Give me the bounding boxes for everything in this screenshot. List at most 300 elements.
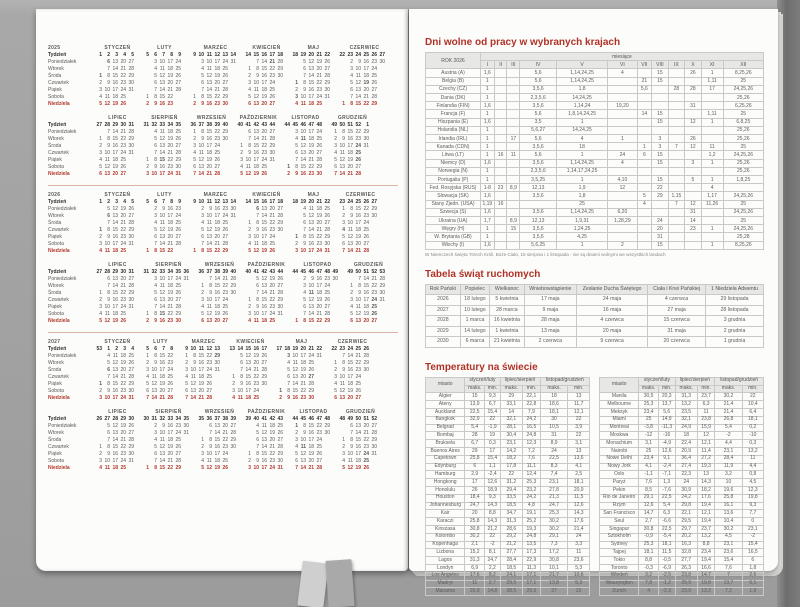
day-number: 16	[261, 227, 267, 233]
day-number	[243, 430, 251, 437]
holiday-dates	[685, 241, 701, 249]
day-number: 28	[363, 353, 369, 359]
day-number: 7	[107, 129, 110, 135]
temp-value: 22,5	[658, 526, 675, 534]
country-row	[426, 208, 764, 216]
day-number: 27	[222, 234, 228, 240]
spacer	[338, 276, 345, 283]
day-number: 26	[324, 59, 330, 65]
day-number: 29	[230, 437, 236, 443]
day-number: 9	[154, 101, 157, 107]
day-number: 25	[316, 101, 322, 107]
city-row	[426, 588, 590, 596]
spacer	[322, 367, 329, 374]
day-number: 15	[159, 94, 165, 100]
day-number: 25	[277, 423, 283, 429]
day-number	[141, 458, 149, 465]
holiday-dates: 1,14,24,25	[556, 77, 607, 85]
country-row	[426, 192, 764, 200]
day-number: 2	[350, 59, 353, 65]
city-col-header: miasto	[600, 377, 639, 393]
week-number: 9	[178, 52, 181, 58]
week-number: 1	[366, 122, 369, 128]
day-number: 19	[120, 206, 126, 212]
temp-value: 5,3	[568, 565, 590, 573]
day-number	[141, 59, 149, 66]
day-number	[243, 444, 251, 451]
temp-value: 36,4	[675, 455, 697, 463]
day-number: 29	[128, 227, 134, 233]
day-number: 15	[214, 283, 220, 289]
day-number: 18	[112, 311, 118, 317]
day-number: 28	[277, 213, 283, 219]
day-number: 27	[128, 367, 134, 373]
month-name: LIPIEC	[108, 115, 127, 121]
day-number: 7	[248, 136, 251, 142]
country-row	[426, 176, 764, 184]
spacer	[330, 206, 337, 213]
day-number: 25	[324, 290, 330, 296]
day-number: 13	[206, 234, 212, 240]
day-number: 20	[214, 234, 220, 240]
spacer	[236, 101, 243, 108]
week-number: 30	[128, 416, 134, 422]
holiday-dates: 1,2	[701, 151, 723, 159]
day-number: 20	[363, 87, 369, 93]
spacer	[267, 381, 274, 388]
spacer	[330, 234, 337, 241]
temp-value: 21,2	[485, 526, 500, 534]
weekday-label: Poniedziałek	[48, 59, 77, 65]
holiday-dates: 12	[685, 143, 701, 151]
day-number: 4	[334, 381, 337, 387]
temp-value: 17,6	[465, 572, 485, 580]
week-number: 33	[167, 416, 173, 422]
day-number: 12	[261, 430, 267, 436]
spacer	[369, 171, 376, 178]
year-block-2026	[48, 185, 398, 325]
temp-value: 24	[675, 479, 697, 487]
month-col-header: X	[685, 61, 701, 69]
city-name: Paryż	[600, 479, 639, 487]
day-number: 3	[201, 59, 204, 65]
spacer	[330, 458, 337, 465]
day-number: 20	[159, 388, 165, 394]
movable-feasts-title: Tabela świąt ruchomych	[425, 268, 541, 280]
day-number: 18	[269, 423, 275, 429]
holiday-dates: 25	[723, 217, 763, 225]
day-number	[181, 311, 189, 318]
day-number: 18	[300, 360, 306, 366]
holiday-dates: 24,25,26	[723, 192, 763, 200]
day-number	[181, 304, 189, 311]
day-number: 28	[175, 87, 181, 93]
spacer	[134, 199, 141, 206]
holiday-dates	[494, 102, 507, 110]
week-number: 14	[245, 199, 251, 205]
day-number: 14	[214, 430, 220, 436]
country-name: Czechy (CZ)	[426, 85, 481, 93]
temp-value: 18,5	[500, 502, 523, 510]
day-number: 12	[355, 80, 361, 86]
holiday-dates: 1	[480, 85, 494, 93]
temp-value: 11	[697, 409, 714, 417]
holiday-dates: 25	[723, 110, 763, 118]
spacer	[134, 318, 141, 325]
city-name: Karaczi	[426, 518, 465, 526]
day-number: 10	[104, 395, 110, 401]
day-number: 1	[342, 437, 345, 443]
temp-value: 18,6	[540, 401, 568, 409]
temp-value: 14,7	[697, 572, 714, 580]
city-row	[426, 479, 590, 487]
day-number: 2	[248, 458, 251, 464]
week-number: 29	[112, 269, 118, 275]
day-number: 29	[324, 80, 330, 86]
country-name: Niemcy (D)	[426, 159, 481, 167]
day-number: 28	[316, 465, 322, 471]
temp-value: 31,2	[500, 479, 523, 487]
spacer	[322, 122, 329, 129]
day-number: 12	[253, 94, 259, 100]
month-col-header: IX	[668, 61, 684, 69]
temp-value: 12,1	[697, 510, 714, 518]
country-name: Litwa (LT)	[426, 151, 481, 159]
day-number	[267, 164, 275, 171]
spacer	[134, 416, 141, 423]
temp-value: 21,4	[715, 409, 742, 417]
week-number: 21	[308, 346, 314, 352]
day-number	[126, 94, 134, 101]
day-number: 2	[342, 213, 345, 219]
holiday-dates: 1	[701, 118, 723, 126]
day-number: 31	[128, 150, 134, 156]
day-number: 17	[112, 87, 118, 93]
day-number: 9	[209, 444, 212, 450]
temp-value: 29,5	[523, 588, 541, 596]
day-number: 11	[339, 381, 345, 387]
day-number: 10	[159, 276, 165, 282]
day-number: 11	[104, 157, 110, 163]
city-name: Bangkok	[426, 416, 465, 424]
spacer	[134, 395, 141, 402]
day-number: 16	[159, 318, 165, 324]
spacer	[385, 269, 392, 276]
temp-value: 24,2	[523, 494, 541, 502]
day-number: 11	[112, 353, 118, 359]
country-name: Węgry (H)	[426, 225, 481, 233]
feast-col-header: Zesłanie Ducha Świętego	[577, 284, 648, 295]
day-number: 18	[308, 444, 314, 450]
day-number	[228, 297, 236, 304]
month-col-header: I	[480, 61, 494, 69]
temp-value: -6,6	[658, 518, 675, 526]
temp-value: 4,4	[715, 440, 742, 448]
day-number	[141, 290, 149, 297]
day-number: 31	[277, 465, 283, 471]
city-name: Madryt	[426, 580, 465, 588]
week-number: 2	[107, 52, 110, 58]
holiday-dates	[668, 135, 684, 143]
temp-value: 11	[568, 549, 590, 557]
month-col-header: VII	[637, 61, 652, 69]
holiday-dates	[608, 143, 637, 151]
day-number: 16	[112, 297, 118, 303]
day-number: 28	[175, 304, 181, 310]
month-name: MAJ	[295, 339, 308, 345]
week-number: 10	[190, 346, 196, 352]
week-number: 16	[261, 199, 267, 205]
temp-value: 19,6	[715, 487, 742, 495]
day-number	[369, 227, 377, 234]
day-number: 25	[167, 374, 173, 380]
day-number: 30	[277, 304, 283, 310]
week-number: 44	[284, 122, 290, 128]
temp-value: 17,1	[523, 572, 541, 580]
country-name: Kanada (CDN)	[426, 143, 481, 151]
day-number: 27	[269, 129, 275, 135]
spacer	[134, 423, 141, 430]
day-number: 1	[279, 388, 282, 394]
day-number: 24	[261, 157, 267, 163]
year-label: 2026	[48, 192, 61, 198]
day-number: 1	[193, 94, 196, 100]
day-number: 16	[112, 143, 118, 149]
holiday-dates: 1	[556, 241, 607, 249]
day-number: 30	[277, 458, 283, 464]
spacer	[283, 241, 290, 248]
holiday-dates	[701, 233, 723, 241]
temp-value: 11	[465, 580, 485, 588]
day-number: 24	[316, 437, 322, 443]
temp-value: 12	[697, 432, 714, 440]
day-number: 23	[371, 290, 377, 296]
day-number: 28	[128, 129, 134, 135]
temp-value: 18,4	[465, 494, 485, 502]
day-number: 13	[112, 59, 118, 65]
city-row	[426, 432, 590, 440]
day-number	[141, 297, 149, 304]
day-number: 6	[350, 87, 353, 93]
feast-date: 9 czerwca	[577, 337, 648, 348]
temp-value: 16,5	[742, 549, 763, 557]
day-number: 3	[350, 297, 353, 303]
country-name: Francja (F)	[426, 110, 481, 118]
holiday-dates: 24	[652, 217, 668, 225]
week-number: 39	[214, 122, 220, 128]
day-number: 22	[261, 143, 267, 149]
temp-value: 17,6	[697, 494, 714, 502]
day-number	[94, 430, 102, 437]
day-number: 16	[308, 241, 314, 247]
temp-value: 22	[742, 393, 763, 401]
day-number	[181, 318, 189, 325]
temp-value: 14	[500, 409, 523, 417]
spacer	[189, 465, 196, 472]
day-number	[322, 444, 330, 451]
temp-value: 10,4	[742, 401, 763, 409]
spacer	[283, 290, 290, 297]
day-number: 3	[342, 220, 345, 226]
day-number: 20	[120, 213, 126, 219]
spacer	[236, 290, 243, 297]
holiday-dates	[637, 217, 652, 225]
spacer	[134, 248, 141, 255]
day-number: 24	[355, 143, 361, 149]
spacer	[181, 241, 188, 248]
day-number: 5	[303, 297, 306, 303]
day-number: 28	[308, 381, 314, 387]
day-number	[330, 311, 338, 318]
day-number: 27	[324, 304, 330, 310]
temp-value: 26,3	[675, 565, 697, 573]
temp-value: 29,1	[540, 533, 568, 541]
day-number: 8	[342, 129, 345, 135]
day-number: 26	[261, 171, 267, 177]
day-number: 28	[269, 136, 275, 142]
spacer	[189, 297, 196, 304]
day-number	[290, 227, 298, 234]
spacer	[330, 451, 337, 458]
country-row	[426, 233, 764, 241]
day-number: 4	[303, 290, 306, 296]
week-number: 12	[214, 52, 220, 58]
temp-value: 1,3	[658, 479, 675, 487]
spacer	[275, 157, 282, 164]
day-number: 13	[104, 171, 110, 177]
day-number: 19	[167, 73, 173, 79]
feast-date: 21 kwietnia	[490, 337, 524, 348]
spacer	[385, 290, 392, 297]
day-number: 19	[347, 157, 353, 163]
day-number: 21	[269, 290, 275, 296]
weekday-label: Środa	[48, 367, 62, 373]
day-number: 16	[214, 290, 220, 296]
day-number: 23	[355, 136, 361, 142]
temp-value: 22	[485, 416, 500, 424]
holiday-dates: 11	[701, 143, 723, 151]
day-number: 11	[253, 241, 259, 247]
spacer	[275, 143, 282, 150]
day-number: 11	[104, 94, 110, 100]
day-number: 15	[159, 157, 165, 163]
spacer	[220, 388, 227, 395]
week-number: 50	[355, 269, 361, 275]
day-number: 7	[154, 150, 157, 156]
country-name: Portugalia (P)	[426, 176, 481, 184]
holiday-dates: 2,3,5,6	[520, 94, 557, 102]
day-number: 23	[222, 444, 228, 450]
day-number	[290, 66, 298, 73]
day-number: 14	[339, 171, 345, 177]
day-number: 10	[355, 297, 361, 303]
week-number: 23	[339, 346, 345, 352]
feast-date: 1 marca	[460, 316, 489, 327]
weekday-label: Środa	[48, 73, 62, 79]
week-number: 3	[115, 199, 118, 205]
day-number: 11	[104, 248, 110, 254]
holiday-dates	[507, 110, 520, 118]
spacer	[267, 353, 274, 360]
temp-value: 22,5	[465, 409, 485, 417]
day-number: 11	[237, 395, 243, 401]
day-number: 4	[201, 66, 204, 72]
weekday-label: Niedziela	[48, 395, 70, 401]
day-number: 15	[253, 143, 259, 149]
spacer	[322, 381, 329, 388]
city-row	[426, 463, 590, 471]
day-number: 17	[112, 304, 118, 310]
day-number: 30	[371, 213, 377, 219]
week-number: 44	[277, 269, 283, 275]
day-number	[94, 206, 102, 213]
week-number: 40	[230, 269, 236, 275]
week-number: 40	[245, 269, 251, 275]
day-number: 27	[175, 451, 181, 457]
weekday-label: Poniedziałek	[48, 353, 77, 359]
day-number: 17	[167, 213, 173, 219]
day-number: 3	[295, 94, 298, 100]
day-number	[227, 353, 235, 360]
temp-value: 8,8	[485, 510, 500, 518]
day-number: 21	[120, 220, 126, 226]
day-number	[220, 164, 228, 171]
temp-value: 10,4	[715, 518, 742, 526]
day-number: 30	[175, 318, 181, 324]
day-number	[314, 367, 322, 374]
holiday-dates: 1,6	[480, 208, 494, 216]
temp-value: 24,9	[675, 424, 697, 432]
holiday-dates	[668, 77, 684, 85]
day-number	[141, 129, 149, 136]
day-number	[141, 283, 149, 290]
day-number: 27	[277, 437, 283, 443]
city-row	[600, 479, 764, 487]
spacer	[134, 458, 141, 465]
temp-value: 8,3	[540, 463, 568, 471]
spacer	[173, 395, 180, 402]
spacer	[134, 367, 141, 374]
day-number: 5	[256, 430, 259, 436]
day-number	[228, 73, 236, 80]
day-number: 24	[167, 367, 173, 373]
city-name: Hongkong	[426, 479, 465, 487]
week-number: 34	[167, 269, 173, 275]
holiday-dates	[608, 192, 637, 200]
day-number: 21	[316, 73, 322, 79]
day-number: 8	[154, 353, 157, 359]
day-number: 8	[154, 157, 157, 163]
temp-value: 6,3	[697, 401, 714, 409]
temp-value: 7,4	[540, 471, 568, 479]
holiday-dates	[608, 126, 637, 134]
week-number: 28	[112, 416, 118, 422]
day-number: 18	[214, 304, 220, 310]
day-number	[290, 206, 298, 213]
temp-value: 15,4	[485, 455, 500, 463]
holiday-dates: 3,5,6	[520, 102, 557, 110]
day-number: 20	[214, 80, 220, 86]
day-number: 9	[107, 388, 110, 394]
day-number: 8	[154, 94, 157, 100]
week-number: 27	[104, 416, 110, 422]
feast-date: 18 lutego	[460, 295, 489, 306]
week-number: 15	[253, 52, 259, 58]
day-number: 27	[277, 206, 283, 212]
holiday-dates: 1	[480, 94, 494, 102]
day-number: 23	[355, 367, 361, 373]
spacer	[220, 360, 227, 367]
